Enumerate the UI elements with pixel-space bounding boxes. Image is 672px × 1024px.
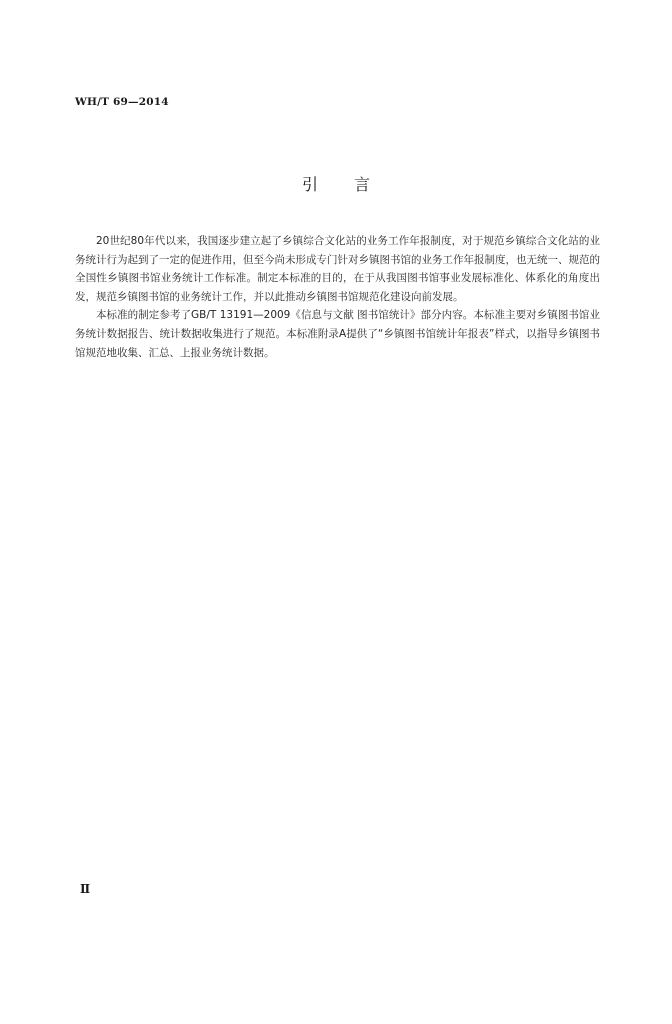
paragraph-2: 本标准的制定参考了GB/T 13191—2009《信息与文献 图书馆统计》部分内容。本标准主要对乡镇图书馆业务统计数据报告、统计数据收集进行了规范。本标准附录A提供了“乡镇图书馆统计年报表”样式，以指导乡镇图书馆规范地收集、汇总、上报业务统计数据。 xyxy=(75,309,600,359)
section-title: 引言 xyxy=(301,175,406,194)
document-code: WH/T 69—2014 xyxy=(75,96,169,108)
page-number: Ⅱ xyxy=(80,882,91,896)
paragraph-1: 20世纪80年代以来，我国逐步建立起了乡镇综合文化站的业务工作年报制度，对于规范乡镇综合文化站的业务统计行为起到了一定的促进作用，但至今尚未形成专门针对乡镇图书馆的业务工作年报制度，也无统一、规范的全国性乡镇图书馆业务统计工作标准。制定本标准的目的，在于从我国图书馆事业发展标准化、体系化的角度出发，规范乡镇图书馆的业务统计工作，并以此推动乡镇图书馆规范化建设向前发展。 xyxy=(75,235,600,303)
introduction-body xyxy=(75,232,600,362)
